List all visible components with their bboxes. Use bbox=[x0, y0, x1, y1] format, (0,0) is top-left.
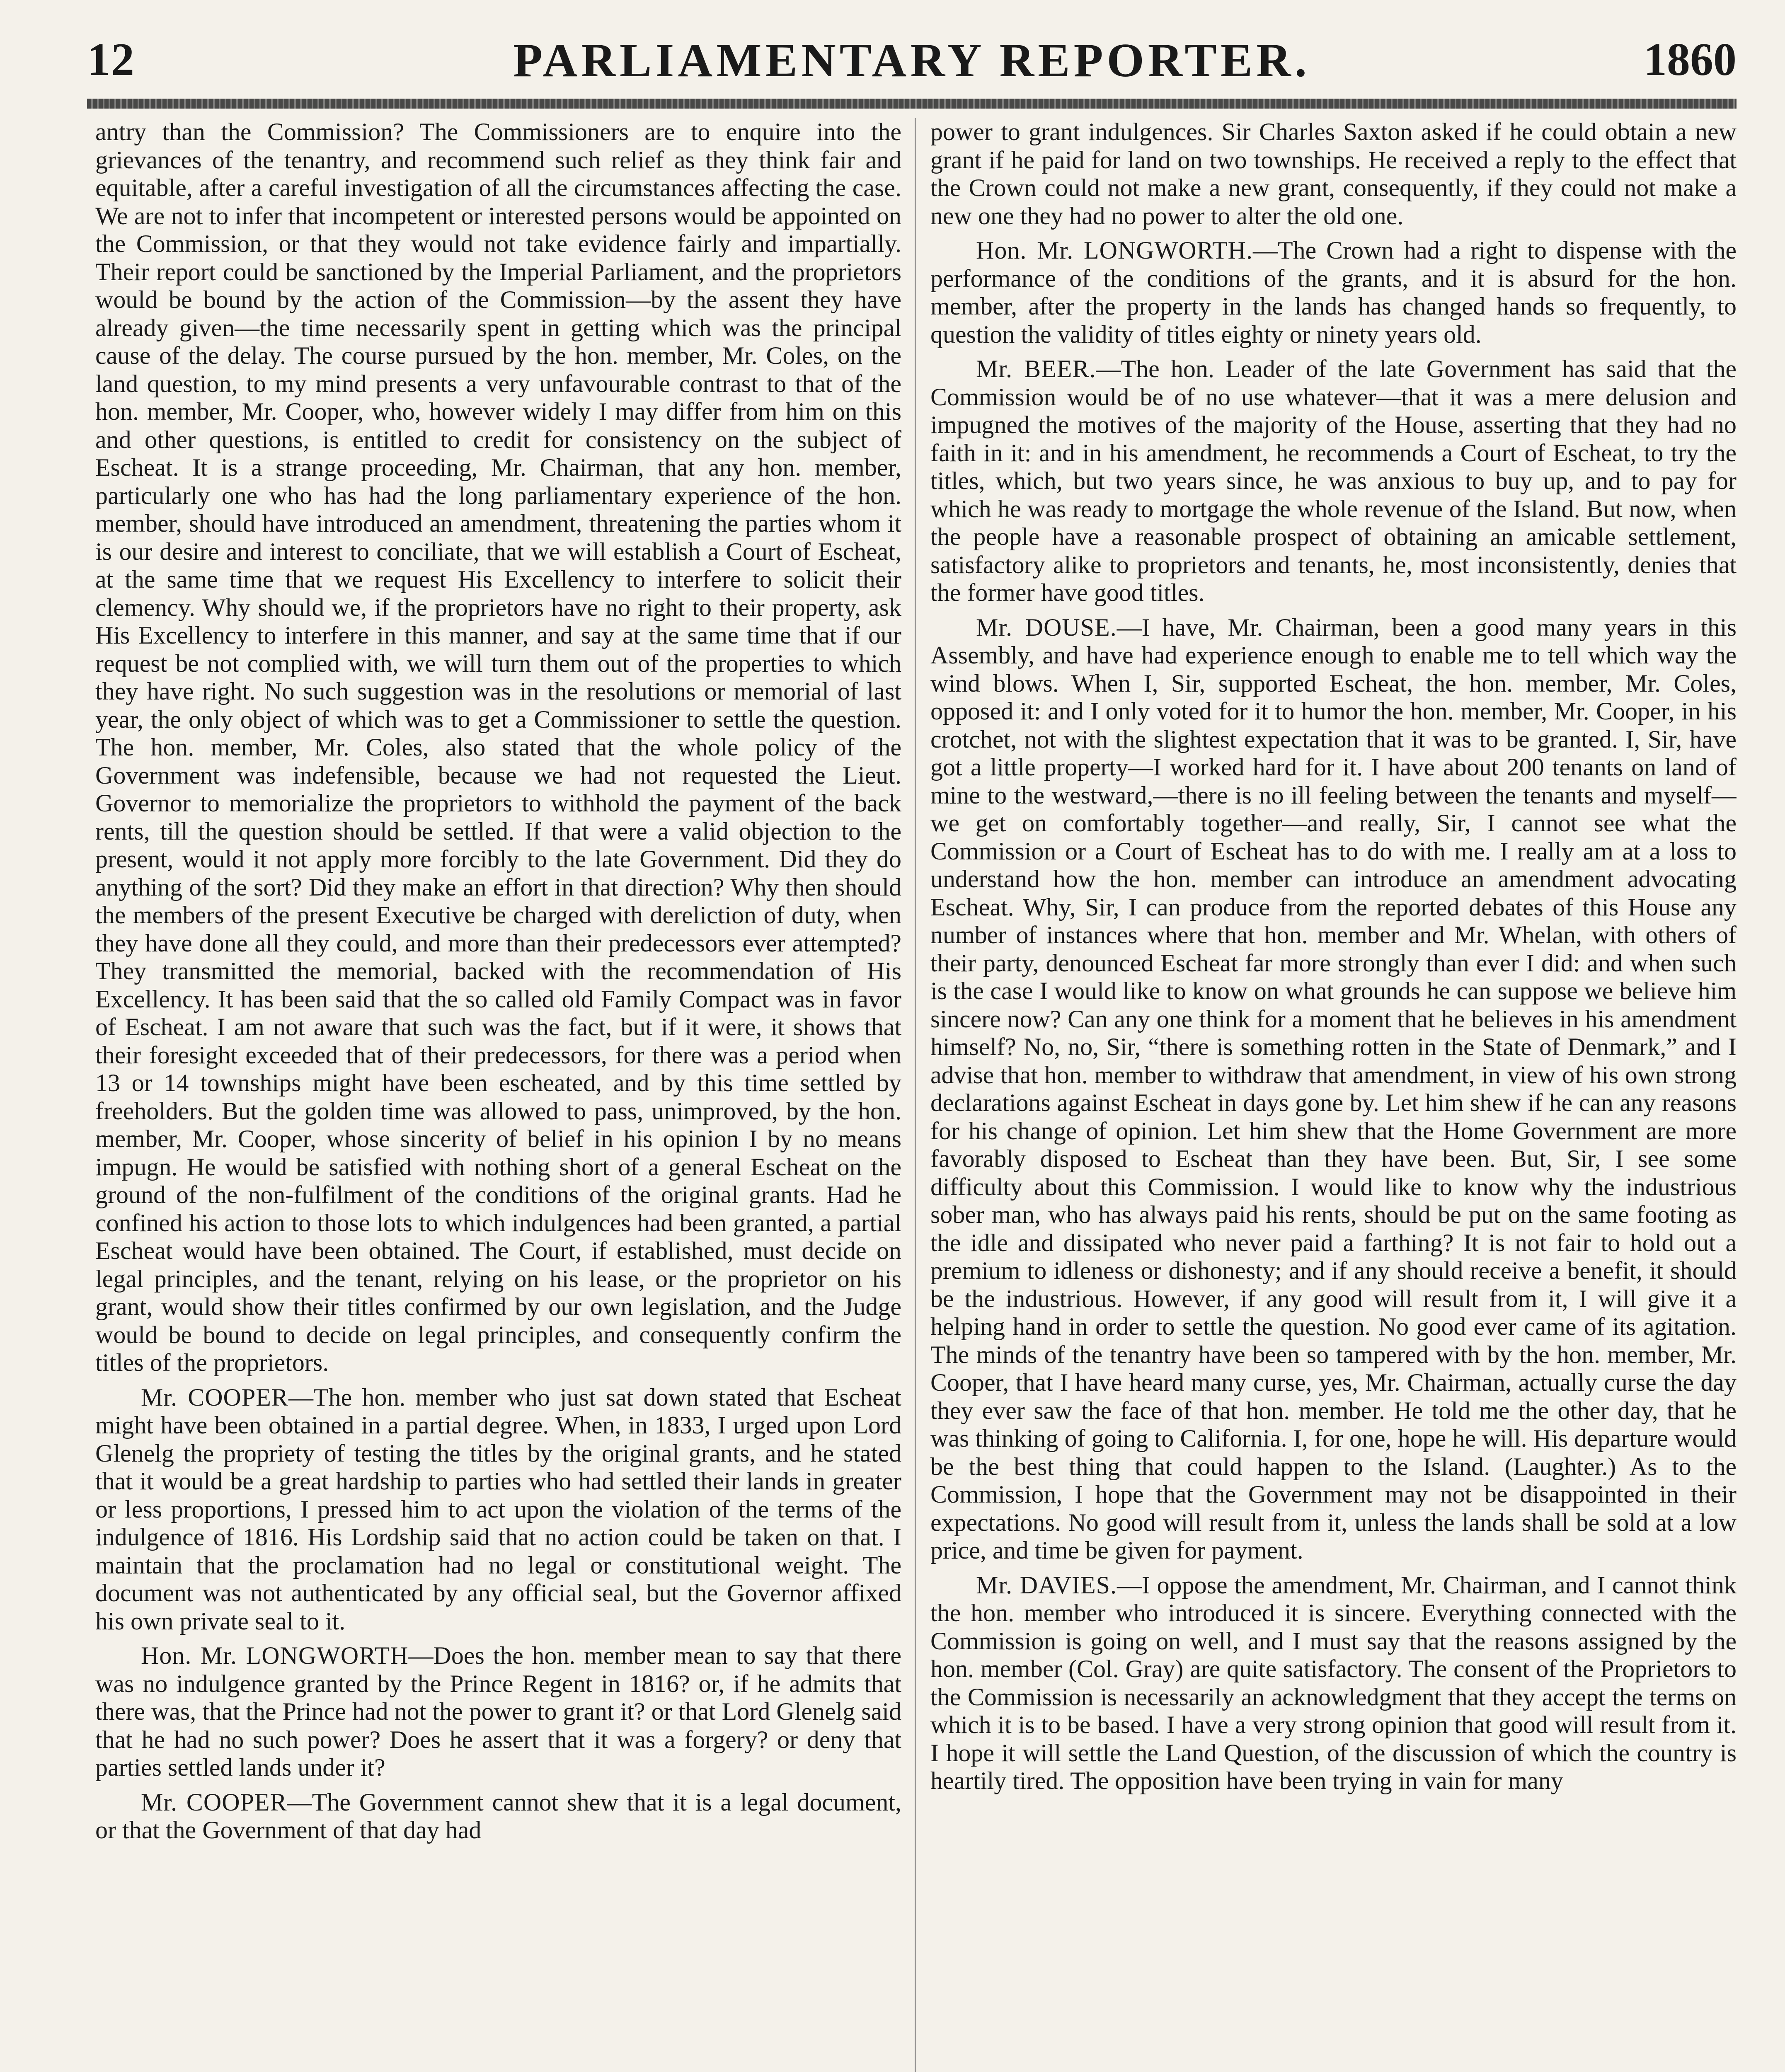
article-columns bbox=[95, 118, 1737, 2072]
column-divider bbox=[915, 118, 916, 2072]
speaker-name: Hon. Mr. LONGWORTH bbox=[141, 1642, 409, 1669]
speech-paragraph bbox=[95, 1384, 901, 1636]
page-number: 12 bbox=[87, 34, 135, 85]
speech-paragraph bbox=[930, 237, 1737, 349]
page-header bbox=[87, 29, 1737, 95]
speech-text: —The Government cannot shew that it is a legal document, or that the Government of that day had bbox=[95, 1788, 901, 1844]
paragraph: power to grant indulgences. Sir Charles Saxton asked if he could obtain a new grant if he paid for land on two townships. He received a reply to the effect that the Crown could not make a new grant, consequently, if they could not make a new one they had no power to alter the old one. bbox=[930, 118, 1737, 230]
speaker-name: Hon. Mr. LONGWORTH. bbox=[976, 237, 1253, 264]
speech-text: —Does the hon. member mean to say that there was no indulgence granted by the Prince Regent in 1816? or, if he admits that there was, that the Prince had not the power to grant it? or that Lord Glenelg said that he had no such power? Does he assert that it was a forgery? or deny that parties settled lands under it? bbox=[95, 1642, 901, 1781]
speech-paragraph bbox=[95, 1642, 901, 1782]
speech-text: —The Crown had a right to dispense with the performance of the conditions of the grants, and it is absurd for the hon. member, after the property in the lands has changed hands so frequently, to question the validity of titles eighty or ninety years old. bbox=[930, 237, 1737, 348]
speech-text: —I have, Mr. Chairman, been a good many years in this Assembly, and have had experience enough to enable me to tell which way the wind blows. When I, Sir, supported Escheat, the hon. member, Mr. Coles, opposed it: and I only voted for it to humor the hon. member, Mr. Cooper, in his crotchet, not with the slightest expectation that it was to be granted. I, Sir, have got a little property—I worked hard for it. I have about 200 tenants on land of mine to the westward,—there is no ill feeling between the tenants and myself—we get on comfortably together—and really, Sir, I cannot see what the Commission or a Court of Escheat has to do with me. I really am at a loss to understand how the hon. member can introduce an amendment advocating Escheat. Why, Sir, I can produce from the reported debates of this House any number of instances where that hon. member and Mr. Whelan, with others of their party, denounced Escheat far more strongly than ever I did: and when such is the case I would like to know on what grounds he can suppose we believe him sincere now? Can any one think for a moment that he believes in his amendment himself? No, no, Sir, “there is something rotten in the State of Denmark,” and I advise that hon. member to withdraw that amendment, in view of his own strong declarations against Escheat in days gone by. Let him shew if he can any reasons for his change of opinion. Let him shew that the Home Government are more favorably disposed to Escheat than they have been. But, Sir, I see some difficulty about this Commission. I would like to know why the industrious sober man, who has always paid his rents, should be put on the same footing as the idle and dissipated who never paid a farthing? It is not fair to hold out a premium to idleness or dishonesty; and if any should receive a benefit, it should be the industrious. However, if any good will result from it, I will give it a helping hand in order to settle the question. No good ever came of its agitation. The minds of the tenantry have been so tampered with by the hon. member, Mr. Cooper, that I have heard many curse, yes, Mr. Chairman, actually curse the day they ever saw the face of that hon. member. He told me the other day, that he was thinking of going to California. I, for one, hope he will. His departure would be the best thing that could happen to the Island. (Laughter.) As to the Commission, I hope that the Government may not be disappointed in their expectations. No good will result from it, unless the lands shall be sold at a low price, and time be given for payment. bbox=[930, 613, 1737, 1564]
speech-paragraph bbox=[930, 614, 1737, 1565]
speech-text: —I oppose the amendment, Mr. Chairman, and I cannot think the hon. member who introduced it is sincere. Everything connected with the Commission is going on well, and I must say that the reasons assigned by the hon. member (Col. Gray) are quite satisfactory. The consent of the Proprietors to the Commission is necessarily an acknowledgment that they accept the terms on which it is to be based. I have a very strong opinion that good will result from it. I hope it will settle the Land Question, of the discussion of which the country is heartily tired. The opposition have been trying in vain for many bbox=[930, 1571, 1737, 1794]
paragraph: antry than the Commission? The Commissioners are to enquire into the grievances of the tenantry, and recommend such relief as they think fair and equitable, after a careful investigation of all the circumstances affecting the case. We are not to infer that incompetent or interested persons would be appointed on the Commission, or that they would not take evidence fairly and impartially. Their report could be sanctioned by the Imperial Parliament, and the proprietors would be bound by the action of the Commission—by the assent they have already given—the time necessarily spent in getting which was the principal cause of the delay. The course pursued by the hon. member, Mr. Coles, on the land question, to my mind presents a very unfavourable contrast to that of the hon. member, Mr. Cooper, who, however widely I may differ from him on this and other questions, is entitled to credit for consistency on the subject of Escheat. It is a strange proceeding, Mr. Chairman, that any hon. member, particularly one who has had the long parliamentary experience of the hon. member, should have introduced an amendment, threatening the parties whom it is our desire and interest to conciliate, that we will establish a Court of Escheat, at the same time that we request His Excellency to interfere to solicit their clemency. Why should we, if the proprietors have no right to their property, ask His Excellency to interfere in this manner, and say at the same time that if our request be not complied with, we will turn them out of the properties to which they have right. No such suggestion was in the resolutions or memorial of last year, the only object of which was to get a Commissioner to settle the question. The hon. member, Mr. Coles, also stated that the whole policy of the Government was indefensible, because we had not requested the Lieut. Governor to memorialize the proprietors to withhold the payment of the back rents, till the question should be settled. If that were a valid objection to the present, would it not apply more forcibly to the late Government. Did they do anything of the sort? Did they make an effort in that direction? Why then should the members of the present Executive be charged with dereliction of duty, when they have done all they could, and more than their predecessors ever attempted? They transmitted the memorial, backed with the recommendation of His Excellency. It has been said that the so called old Family Compact was in favor of Escheat. I am not aware that such was the fact, but if it were, it shows that their foresight exceeded that of their predecessors, for there was a period when 13 or 14 townships might have been escheated, and by this time settled by freeholders. But the golden time was allowed to pass, unimproved, by the hon. member, Mr. Cooper, whose sincerity of belief in his opinion I by no means impugn. He would be satisfied with nothing short of a general Escheat on the ground of the non-fulfilment of the conditions of the original grants. Had he confined his action to those lots to which indulgences had been granted, a partial Escheat would have been obtained. The Court, if established, must decide on legal principles, and the tenant, relying on his lease, or the proprietor on his grant, would show their titles confirmed by our own legislation, and the Judge would be bound to decide on legal principles, and consequently confirm the titles of the proprietors. bbox=[95, 118, 901, 1376]
page-year: 1860 bbox=[1644, 34, 1737, 85]
page-title: PARLIAMENTARY REPORTER. bbox=[513, 34, 1310, 87]
speaker-name: Mr. COOPER bbox=[141, 1383, 288, 1411]
speech-text: —The hon. member who just sat down stated that Escheat might have been obtained in a partial degree. When, in 1833, I urged upon Lord Glenelg the propriety of testing the titles by the original grants, and he stated that it would be a great hardship to parties who had settled their lands in greater or less proportions, I pressed him to act upon the violation of the terms of the indulgence of 1816. His Lordship said that no action could be taken on that. I maintain that the proclamation had no legal or constitutional weight. The document was not authenticated by any official seal, but the Governor affixed his own private seal to it. bbox=[95, 1383, 901, 1635]
speech-paragraph bbox=[930, 355, 1737, 607]
speech-text: —The hon. Leader of the late Government has said that the Commission would be of no use whatever—that it was a mere delusion and impugned the motives of the majority of the House, asserting that they had no faith in it: and in his amendment, he recommends a Court of Escheat, to try the titles, which, but two years since, he was anxious to buy up, and to pay for which he was ready to mortgage the whole revenue of the Island. But now, when the people have a reasonable prospect of obtaining an amicable settlement, satisfactory alike to proprietors and tenants, he, most inconsistently, denies that the former have good titles. bbox=[930, 355, 1737, 606]
speaker-name: Mr. COOPER bbox=[141, 1788, 287, 1816]
speaker-name: Mr. DAVIES. bbox=[976, 1571, 1117, 1599]
speech-paragraph bbox=[930, 1571, 1737, 1795]
speaker-name: Mr. DOUSE. bbox=[976, 613, 1117, 641]
right-column bbox=[930, 118, 1737, 2072]
speaker-name: Mr. BEER. bbox=[976, 355, 1096, 382]
speech-paragraph bbox=[95, 1789, 901, 1844]
header-rule bbox=[87, 99, 1737, 109]
left-column bbox=[95, 118, 901, 2072]
